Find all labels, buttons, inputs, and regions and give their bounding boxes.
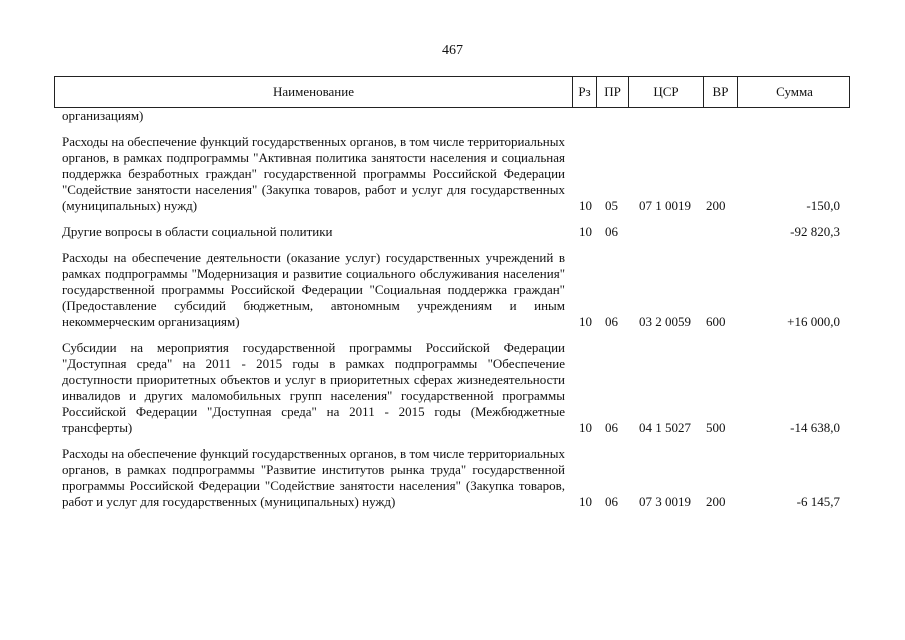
row-vr: 500	[706, 420, 726, 435]
row-pr: 05	[605, 198, 618, 213]
row-sum: -150,0	[806, 198, 840, 213]
table-row	[54, 134, 850, 214]
header-csr: ЦСР	[628, 77, 703, 107]
row-pr: 06	[605, 420, 618, 435]
header-name: Наименование	[273, 84, 354, 99]
table-row	[54, 250, 850, 330]
row-rz: 10	[579, 314, 592, 329]
row-rz: 10	[579, 494, 592, 509]
row-rz: 10	[579, 198, 592, 213]
row-name: Расходы на обеспечение функций государственных органов, в том числе территориальных органов, в рамках подпрограммы "Активная политика занятости населения и социальная поддержка безработных граждан" государственной программы Российской Федерации "Содействие занятости населения" (Закупка товаров, работ и услуг для государственных (муниципальных) нужд)	[62, 134, 565, 213]
row-name: Субсидии на мероприятия государственной программы Российской Федерации "Доступная среда" на 2011 - 2015 годы в рамках подпрограммы "Обеспечение доступности приоритетных объектов и услуг в приоритетных сферах жизнедеятельности инвалидов и других маломобильных групп населения" государственной программы Российской Федерации "Доступная среда" на 2011 - 2015 годы (Межбюджетные трансферты)	[62, 340, 565, 435]
row-name: организациям)	[62, 108, 144, 123]
row-csr: 07 1 0019	[639, 198, 691, 213]
row-csr: 04 1 5027	[639, 420, 691, 435]
row-sum: -6 145,7	[796, 494, 840, 509]
header-rz: Рз	[572, 77, 596, 107]
row-vr: 200	[706, 198, 726, 213]
row-rz: 10	[579, 224, 592, 239]
header-pr: ПР	[596, 77, 628, 107]
page-number: 467	[442, 43, 463, 58]
header-vr: ВР	[703, 77, 737, 107]
row-sum: -14 638,0	[790, 420, 840, 435]
row-pr: 06	[605, 494, 618, 509]
row-vr: 200	[706, 494, 726, 509]
row-csr: 07 3 0019	[639, 494, 691, 509]
row-csr: 03 2 0059	[639, 314, 691, 329]
row-pr: 06	[605, 314, 618, 329]
row-rz: 10	[579, 420, 592, 435]
row-name: Другие вопросы в области социальной политики	[62, 224, 333, 239]
row-name: Расходы на обеспечение деятельности (оказание услуг) государственных учреждений в рамках подпрограммы "Модернизация и развитие социального обслуживания населения" государственной программы Российской Федерации "Социальная поддержка граждан" (Предоставление субсидий бюджетным, автономным учреждениям и иным некоммерческим организациям)	[62, 250, 565, 329]
table-row	[54, 340, 850, 436]
table-row	[54, 108, 850, 124]
table-header	[54, 76, 850, 108]
header-sum: Сумма	[737, 77, 851, 107]
table-body	[54, 108, 850, 510]
row-name: Расходы на обеспечение функций государственных органов, в том числе территориальных органов, в рамках подпрограммы "Развитие институтов рынка труда" государственной программы Российской Федерации "Содействие занятости населения" (Закупка товаров, работ и услуг для государственных (муниципальных) нужд)	[62, 446, 565, 509]
table-row	[54, 224, 850, 240]
row-sum: +16 000,0	[787, 314, 840, 329]
row-sum: -92 820,3	[790, 224, 840, 239]
row-vr: 600	[706, 314, 726, 329]
row-pr: 06	[605, 224, 618, 239]
table-row	[54, 446, 850, 510]
